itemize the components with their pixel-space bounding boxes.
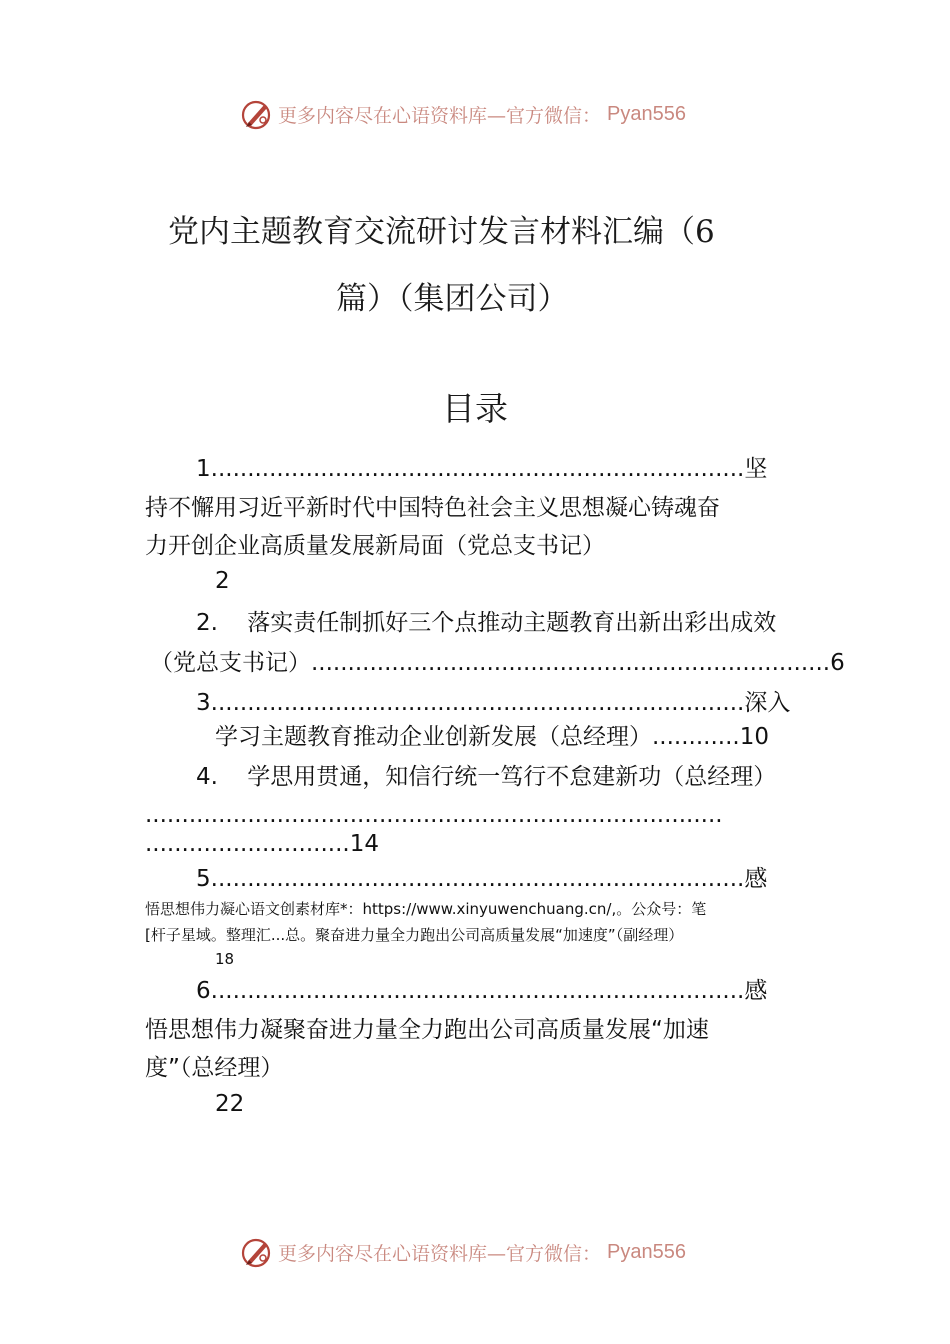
toc-entry-5-line3[interactable]: [杆子星域。整理汇...总。聚奋进力量全力跑出公司高质量发展“加速度”（副经理） (145, 926, 684, 944)
toc-entry-1-line2[interactable]: 持不懈用习近平新时代中国特色社会主义思想凝心铸魂奋 (145, 495, 720, 521)
watermark-text: 更多内容尽在心语资料库—官方微信： (278, 104, 602, 127)
toc-entry-5-page[interactable]: 18 (215, 950, 235, 968)
footer-watermark (0, 1232, 950, 1272)
toc-entry-1-line1[interactable]: 1.........................................................................坚 (196, 456, 768, 482)
toc-entry-5-line1[interactable]: 5.........................................................................感 (196, 866, 768, 892)
toc-entry-2-line2[interactable]: （党总支书记）.......................................................................6 (150, 650, 845, 676)
toc-entry-4-line1[interactable]: 4. 学思用贯通，知信行统一笃行不怠建新功（总经理） (196, 764, 777, 790)
toc-entry-1-line3[interactable]: 力开创企业高质量发展新局面（党总支书记） (145, 533, 605, 559)
toc-entry-6-page[interactable]: 22 (215, 1091, 245, 1117)
watermark-wechat-id: Pyan556 (607, 1240, 686, 1263)
toc-heading: 目录 (442, 389, 508, 428)
header-watermark (0, 94, 950, 134)
toc-entry-6-line3[interactable]: 度”（总经理） (145, 1055, 284, 1081)
toc-entry-6-line2[interactable]: 悟思想伟力凝聚奋进力量全力跑出公司高质量发展“加速 (145, 1017, 709, 1043)
toc-entry-4-line2[interactable]: ............................................................................... (145, 802, 723, 828)
document-title-line2: 篇）（集团公司） (336, 281, 569, 317)
toc-entry-4-line3[interactable]: ............................14 (145, 831, 379, 857)
toc-entry-6-line1[interactable]: 6.........................................................................感 (196, 978, 768, 1004)
toc-entry-1-page[interactable]: 2 (215, 568, 230, 594)
toc-entry-3-line2[interactable]: 学习主题教育推动企业创新发展（总经理）............10 (215, 724, 769, 750)
toc-entry-3-line1[interactable]: 3.........................................................................深入 (196, 690, 791, 716)
pen-logo-icon (238, 1234, 274, 1270)
watermark-wechat-id: Pyan556 (607, 102, 686, 125)
document-title-line1: 党内主题教育交流研讨发言材料汇编（6 (168, 214, 715, 250)
toc-entry-2-line1[interactable]: 2. 落实责任制抓好三个点推动主题教育出新出彩出成效 (196, 610, 777, 636)
pen-logo-icon (238, 96, 274, 132)
watermark-text: 更多内容尽在心语资料库—官方微信： (278, 1242, 602, 1265)
toc-entry-5-line2[interactable]: 悟思想伟力凝心语文创素材库*：https://www.xinyuwenchuang.cn/,。公众号：笔 (145, 900, 707, 918)
